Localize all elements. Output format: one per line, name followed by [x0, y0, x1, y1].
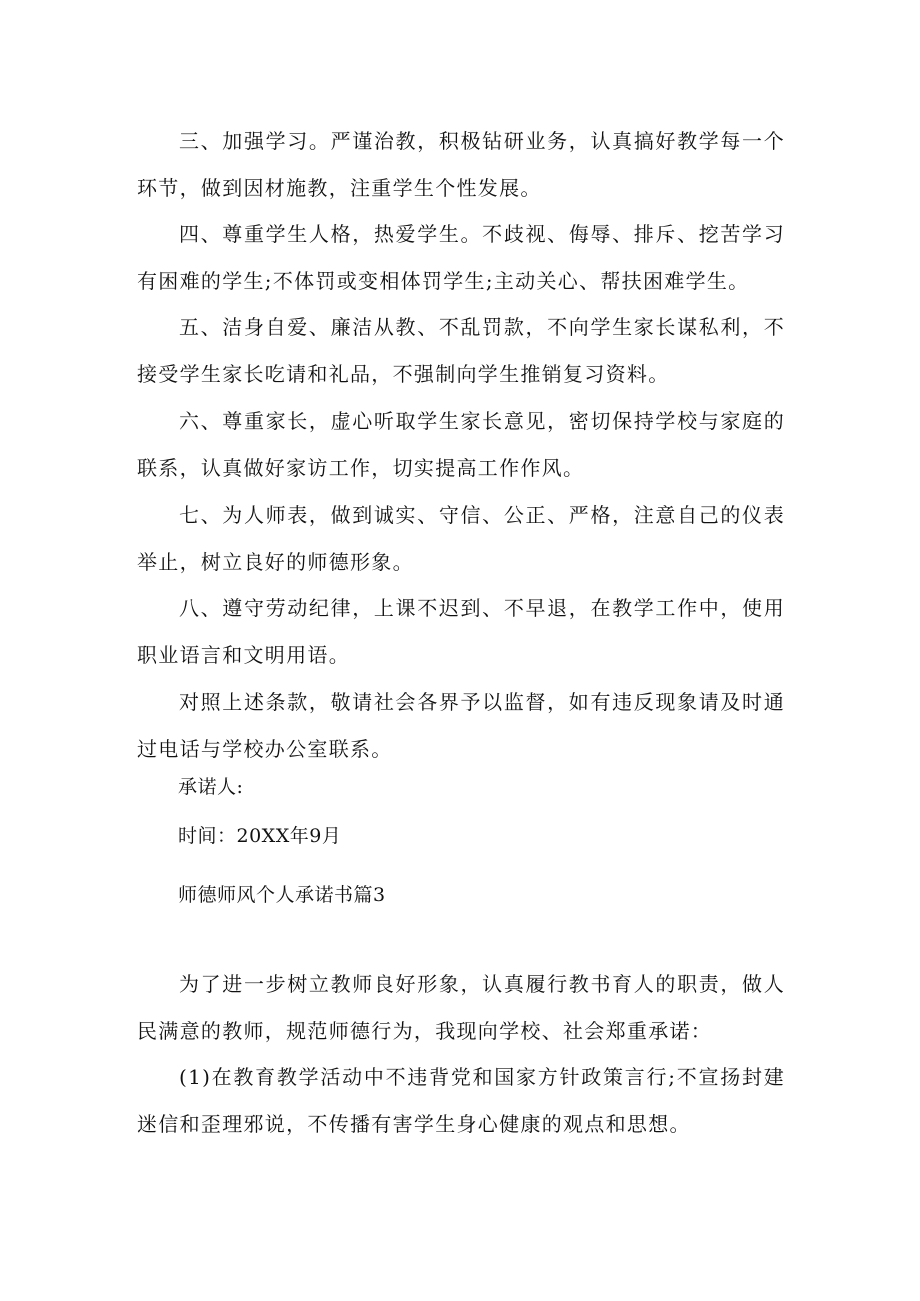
paragraph-7: 七、为人师表，做到诚实、守信、公正、严格，注意自己的仪表举止，树立良好的师德形象。: [137, 503, 785, 574]
section-paragraph-item-1: (1)在教育教学活动中不违背党和国家方针政策言行;不宣扬封建迷信和歪理邪说，不传播有害学生身心健康的观点和思想。: [137, 1065, 785, 1136]
paragraph-4: 四、尊重学生人格，热爱学生。不歧视、侮辱、排斥、挖苦学习有困难的学生;不体罚或变相体罚学生;主动关心、帮扶困难学生。: [137, 222, 785, 293]
paragraph-8: 八、遵守劳动纪律，上课不迟到、不早退，在教学工作中，使用职业语言和文明用语。: [137, 596, 785, 667]
section-paragraph-intro: 为了进一步树立教师良好形象，认真履行教书育人的职责，做人民满意的教师，规范师德行为，我现向学校、社会郑重承诺：: [137, 972, 785, 1043]
section-title: 师德师风个人承诺书篇3: [178, 884, 386, 906]
date-line: 时间：20XX年9月: [178, 825, 342, 847]
paragraph-closing: 对照上述条款，敬请社会各界予以监督，如有违反现象请及时通过电话与学校办公室联系。: [137, 690, 785, 761]
paragraph-6: 六、尊重家长，虚心听取学生家长意见，密切保持学校与家庭的联系，认真做好家访工作，切实提高工作作风。: [137, 409, 785, 480]
paragraph-3: 三、加强学习。严谨治教，积极钻研业务，认真搞好教学每一个环节，做到因材施教，注重学生个性发展。: [137, 129, 785, 200]
promisor-label: 承诺人:: [178, 776, 244, 798]
paragraph-5: 五、洁身自爱、廉洁从教、不乱罚款，不向学生家长谋私利，不接受学生家长吃请和礼品，不强制向学生推销复习资料。: [137, 315, 785, 386]
